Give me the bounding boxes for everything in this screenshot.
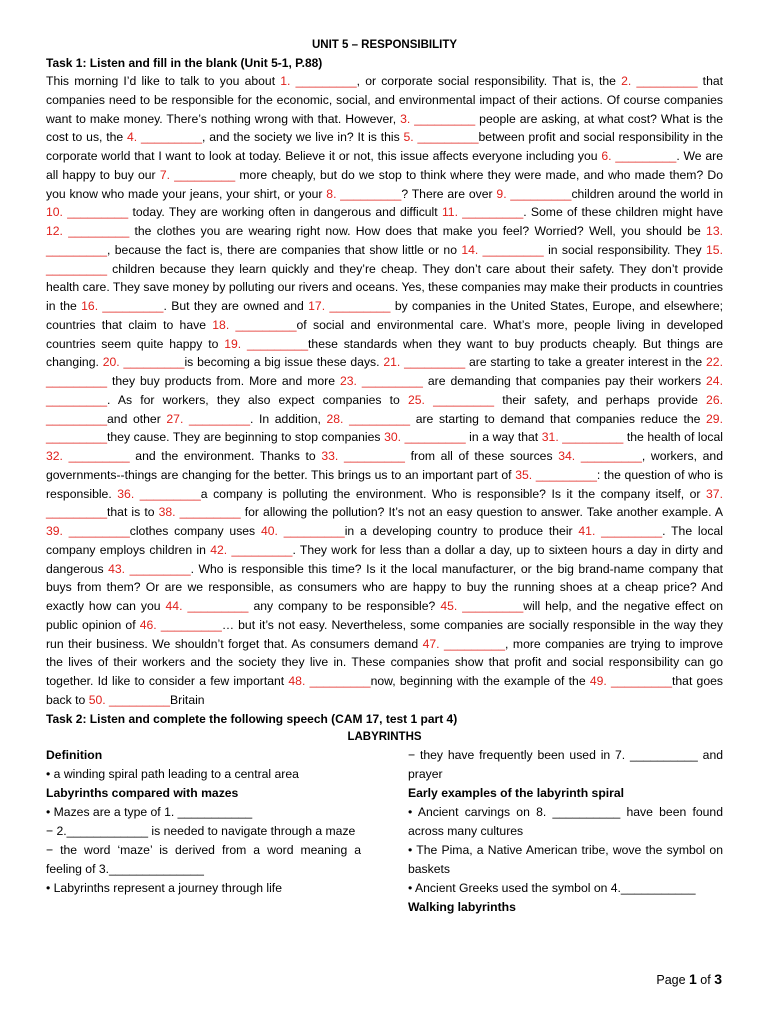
passage-text: today. They are working often in dangerous and difficult bbox=[128, 205, 442, 220]
blank-30: 30. _________ bbox=[384, 430, 466, 445]
passage-text: , or corporate social responsibility. That is, the bbox=[356, 74, 622, 88]
passage-text: . But they are owned and bbox=[163, 299, 309, 313]
blank-38: 38. _________ bbox=[158, 505, 241, 520]
section-heading: Early examples of the labyrinth spiral bbox=[408, 785, 625, 800]
blank-50: 50. _________ bbox=[88, 692, 171, 707]
blank-26: 26. _________ bbox=[46, 392, 723, 426]
blank-11: 11. _________ bbox=[441, 205, 524, 220]
blank-1: 1. _________ bbox=[280, 74, 357, 88]
footer-of: of bbox=[696, 973, 715, 987]
right-column bbox=[408, 746, 723, 917]
blank-23: 23. _________ bbox=[339, 374, 423, 388]
passage-text: . We are all happy to buy our bbox=[46, 149, 723, 182]
blank-16: 16. _________ bbox=[81, 299, 164, 313]
blank-49: 49. _________ bbox=[589, 674, 672, 688]
document-title: UNIT 5 – RESPONSIBILITY bbox=[311, 39, 458, 51]
task1-heading: Task 1: Listen and fill in the blank (Unit 5-1, P.88) bbox=[46, 56, 323, 70]
passage-text: that is to bbox=[107, 505, 159, 520]
passage-text: and other bbox=[107, 411, 167, 426]
passage-text: now, beginning with the example of the bbox=[370, 674, 590, 688]
blank-6: 6. _________ bbox=[601, 149, 677, 163]
section-heading: Definition bbox=[46, 747, 103, 762]
passage-text: a company is polluting the environment. Who is responsible? Is it the company itself, or bbox=[200, 486, 707, 501]
blank-39: 39. _________ bbox=[46, 524, 130, 538]
passage-text: these standards when they want to buy products cheaply. But things are changing. bbox=[46, 336, 723, 370]
note-line: • Labyrinths represent a journey through life bbox=[46, 880, 282, 895]
document-page bbox=[46, 36, 723, 917]
total-page-number: 3 bbox=[714, 971, 722, 987]
blank-41: 41. _________ bbox=[578, 524, 663, 538]
passage-text: people are asking, at what cost? What is the cost to us, the bbox=[46, 111, 723, 145]
passage-text: , because the fact is, there are companies that show little or no bbox=[107, 242, 462, 257]
blank-24: 24. _________ bbox=[46, 374, 723, 407]
passage-text: of social and environmental care. What’s more, people living in developed countries seem quite happy to bbox=[46, 317, 723, 351]
passage-text: their safety, and perhaps provide bbox=[494, 392, 707, 407]
note-line: − the word ‘maze’ is derived from a word meaning a feeling of 3.______________ bbox=[46, 842, 361, 876]
passage-text: in a way that bbox=[465, 430, 542, 445]
blank-40: 40. _________ bbox=[260, 524, 345, 538]
task2-heading: Task 2: Listen and complete the following speech (CAM 17, test 1 part 4) bbox=[46, 711, 458, 726]
passage-text: : the question of who is responsible. bbox=[46, 467, 723, 501]
blank-10: 10. _________ bbox=[46, 205, 129, 220]
note-line: • Ancient carvings on 8. __________ have been found across many cultures bbox=[408, 804, 723, 838]
note-line: − they have frequently been used in 7. __________ and prayer bbox=[408, 747, 723, 781]
blank-19: 19. _________ bbox=[224, 336, 309, 351]
blank-22: 22. _________ bbox=[46, 355, 723, 388]
section-heading: Walking labyrinths bbox=[408, 899, 516, 914]
blank-28: 28. _________ bbox=[326, 411, 411, 426]
passage-text: in social responsibility. They bbox=[543, 242, 707, 257]
passage-text: children because they learn quickly and they’re cheap. They don’t care about their safety. They don’t provide health care. They save money by polluting our rivers and oceans. Yes, these companies may make their products in countries in the bbox=[46, 261, 723, 313]
blank-27: 27. _________ bbox=[166, 411, 250, 426]
passage-text: for allowing the pollution? It’s not an easy question to answer. Take another example. A bbox=[240, 505, 723, 520]
blank-47: 47. _________ bbox=[422, 636, 506, 651]
blank-46: 46. _________ bbox=[139, 617, 222, 632]
blank-42: 42. _________ bbox=[210, 542, 293, 557]
passage-text: ? There are over bbox=[401, 186, 497, 201]
passage-text: from all of these sources bbox=[404, 449, 559, 463]
footer-prefix: Page bbox=[656, 973, 690, 987]
blank-12: 12. _________ bbox=[46, 224, 130, 238]
passage-text: . In addition, bbox=[249, 411, 327, 426]
current-page-number: 1 bbox=[689, 971, 697, 987]
blank-31: 31. _________ bbox=[541, 430, 624, 445]
blank-8: 8. _________ bbox=[326, 186, 402, 201]
task1-passage bbox=[46, 72, 723, 710]
passage-text: . The local company employs children in bbox=[46, 524, 723, 557]
blank-37: 37. _________ bbox=[46, 486, 723, 520]
blank-35: 35. _________ bbox=[515, 467, 597, 482]
blank-20: 20. _________ bbox=[102, 355, 185, 370]
blank-3: 3. _________ bbox=[400, 111, 476, 126]
blank-43: 43. _________ bbox=[108, 561, 191, 576]
blank-14: 14. _________ bbox=[461, 242, 544, 257]
passage-text: the clothes you are wearing right now. How does that make you feel? Worried? Well, you should be bbox=[129, 224, 707, 238]
passage-text: are demanding that companies pay their workers bbox=[422, 374, 707, 388]
passage-text: children around the world in bbox=[571, 186, 723, 201]
note-line: • Mazes are a type of 1. ___________ bbox=[46, 804, 253, 819]
passage-text: Britain bbox=[170, 692, 205, 707]
page-footer bbox=[656, 971, 722, 987]
blank-9: 9. _________ bbox=[496, 186, 572, 201]
passage-text: , workers, and governments--things are changing for the better. This brings us to an important part of bbox=[46, 449, 723, 482]
blank-17: 17. _________ bbox=[308, 299, 391, 313]
blank-21: 21. _________ bbox=[383, 355, 466, 370]
left-column bbox=[46, 746, 361, 917]
passage-text: are starting to take a greater interest in the bbox=[465, 355, 707, 370]
blank-34: 34. _________ bbox=[558, 449, 642, 463]
task2-subtitle: LABYRINTHS bbox=[347, 730, 422, 743]
passage-text: . They work for less than a dollar a day, up to sixteen hours a day in dirty and dangerous bbox=[46, 542, 723, 576]
passage-text: is becoming a big issue these days. bbox=[184, 355, 384, 370]
blank-44: 44. _________ bbox=[165, 599, 249, 613]
passage-text: the health of local bbox=[623, 430, 723, 445]
blank-15: 15. _________ bbox=[46, 242, 723, 276]
passage-text: clothes company uses bbox=[129, 524, 261, 538]
blank-4: 4. _________ bbox=[127, 130, 203, 145]
blank-2: 2. _________ bbox=[621, 74, 698, 88]
task2-columns bbox=[46, 746, 723, 917]
blank-18: 18. _________ bbox=[212, 317, 297, 332]
blank-45: 45. _________ bbox=[440, 599, 524, 613]
section-heading: Labyrinths compared with mazes bbox=[46, 785, 239, 800]
blank-36: 36. _________ bbox=[117, 486, 201, 501]
passage-text: in a developing country to produce their bbox=[344, 524, 579, 538]
blank-7: 7. _________ bbox=[159, 167, 236, 182]
note-line: • Ancient Greeks used the symbol on 4.___________ bbox=[408, 880, 696, 895]
note-line: • The Pima, a Native American tribe, wove the symbol on baskets bbox=[408, 842, 723, 876]
blank-48: 48. _________ bbox=[288, 674, 371, 688]
note-line: • a winding spiral path leading to a central area bbox=[46, 766, 299, 781]
passage-text: . As for workers, they also expect companies to bbox=[107, 392, 408, 407]
blank-25: 25. _________ bbox=[407, 392, 495, 407]
passage-text: between profit and social responsibility in the corporate world that I want to look at today. Believe it or not, this issue affects everyone including you bbox=[46, 130, 723, 163]
blank-33: 33. _________ bbox=[321, 449, 405, 463]
passage-text: that goes back to bbox=[46, 674, 723, 707]
passage-text: , more companies are trying to improve the lives of their workers and the society they live in. These companies show that profit and social responsibility can go together. Id like to consider a few important bbox=[46, 636, 723, 688]
note-line: − 2.____________ is needed to navigate through a maze bbox=[46, 823, 356, 838]
passage-text: will help, and the negative effect on public opinion of bbox=[46, 599, 724, 632]
passage-text: . Who is responsible this time? Is it the local manufacturer, or the big brand-name company that buys from them? Or are we responsible, as consumers who are happy to buy the running shoes at a cheap price? And exactly how can you bbox=[46, 561, 723, 613]
blank-32: 32. _________ bbox=[46, 449, 130, 463]
passage-text: and the environment. Thanks to bbox=[129, 449, 322, 463]
passage-text: that companies need to be responsible for the economic, social, and environmental impact of their actions. Of course companies want to make money. There’s nothing wrong with that. However, bbox=[46, 74, 724, 126]
passage-text: by companies in the United States, Europe, and elsewhere; countries that claim to have bbox=[46, 299, 724, 332]
blank-29: 29. _________ bbox=[46, 411, 723, 445]
passage-text: . Some of these children might have bbox=[523, 205, 723, 220]
passage-text: , and the society we live in? It is this bbox=[202, 130, 404, 145]
passage-text: … but it’s not easy. Nevertheless, some companies are socially responsible in the way they run their business. We shouldn’t forget that. As consumers demand bbox=[46, 617, 723, 651]
passage-text: more cheaply, but do we stop to think where they were made, and who made them? Do you know who made your jeans, your shirt, or your bbox=[46, 167, 723, 201]
passage-text: are starting to demand that companies reduce the bbox=[410, 411, 707, 426]
blank-13: 13. _________ bbox=[46, 224, 723, 257]
passage-text: they cause. They are beginning to stop companies bbox=[107, 430, 385, 445]
passage-text: they buy products from. More and more bbox=[107, 374, 340, 388]
passage-text: This morning I’d like to talk to you about bbox=[46, 74, 281, 88]
blank-5: 5. _________ bbox=[403, 130, 479, 145]
passage-text: any company to be responsible? bbox=[248, 599, 441, 613]
